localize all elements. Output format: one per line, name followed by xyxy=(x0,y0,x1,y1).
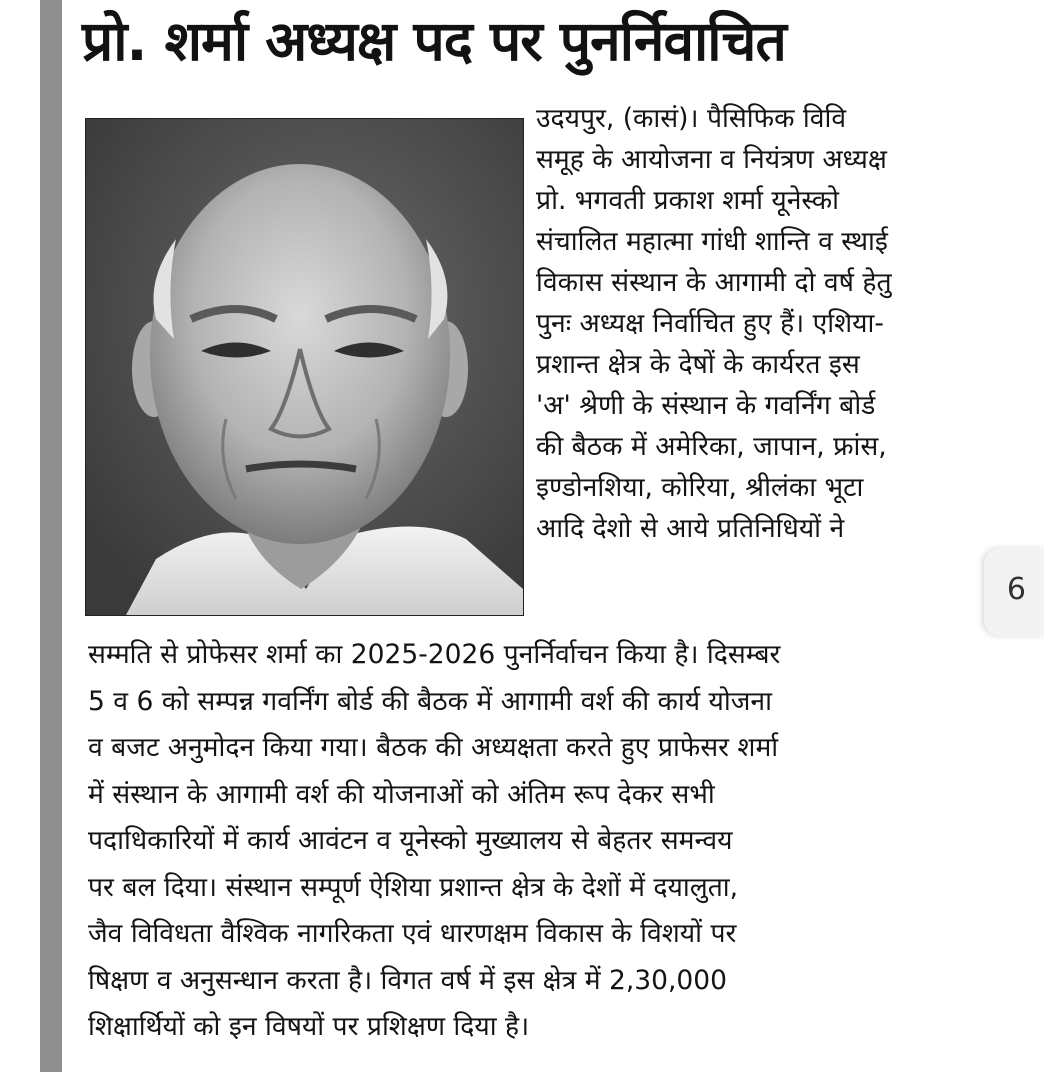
column-line: संचालित महात्मा गांधी शान्ति व स्थाई xyxy=(536,226,888,257)
headline: प्रो. शर्मा अध्यक्ष पद पर पुनर्निवाचित xyxy=(82,9,786,73)
body-line: पर बल दिया। संस्थान सम्पूर्ण ऐशिया प्रशान्त क्षेत्र के देशों में दयालुता, xyxy=(88,871,739,903)
column-line: उदयपुर, (कासं)। पैसिफिक विवि xyxy=(536,103,847,134)
left-margin-rule xyxy=(40,0,62,1072)
portrait-image xyxy=(86,119,523,615)
column-line: की बैठक में अमेरिका, जापान, फ्रांस, xyxy=(536,431,887,462)
body-line: जैव विविधता वैश्विक नागरिकता एवं धारणक्षम विकास के विशयों पर xyxy=(88,918,737,949)
article-body xyxy=(88,632,1018,1051)
body-line: व बजट अनुमोदन किया गया। बैठक की अध्यक्षता करते हुए प्राफेसर शर्मा xyxy=(88,732,779,763)
column-line: प्रो. भगवती प्रकाश शर्मा यूनेस्को xyxy=(536,185,839,216)
column-line: आदि देशो से आये प्रतिनिधियों ने xyxy=(536,513,845,544)
intro-column xyxy=(536,98,1006,549)
column-line: विकास संस्थान के आगामी दो वर्ष हेतु xyxy=(536,267,892,298)
body-line: पदाधिकारियों में कार्य आवंटन व यूनेस्को मुख्यालय से बेहतर समन्वय xyxy=(88,825,733,856)
column-line: समूह के आयोजना व नियंत्रण अध्यक्ष xyxy=(536,144,887,175)
column-line: पुनः अध्यक्ष निर्वाचित हुए हैं। एशिया- xyxy=(536,308,884,339)
body-line: 5 व 6 को सम्पन्न गवर्निंग बोर्ड की बैठक में आगामी वर्श की कार्य योजना xyxy=(88,685,772,717)
body-line: सम्मति से प्रोफेसर शर्मा का 2025-2026 पुनर्निर्वाचन किया है। दिसम्बर xyxy=(88,639,781,670)
portrait-photo xyxy=(85,118,524,616)
body-line: में संस्थान के आगामी वर्श की योजनाओं को अंतिम रूप देकर सभी xyxy=(88,778,715,810)
body-line: शिक्षार्थियों को इन विषयों पर प्रशिक्षण दिया है। xyxy=(88,1011,530,1042)
column-line: प्रशान्त क्षेत्र के देषों के कार्यरत इस xyxy=(536,349,860,380)
column-line: 'अ' श्रेणी के संस्थान के गवर्निंग बोर्ड xyxy=(536,390,876,421)
column-line: इण्डोनशिया, कोरिया, श्रीलंका भूटा xyxy=(536,472,864,503)
body-line: षिक्षण व अनुसन्धान करता है। विगत वर्ष में इस क्षेत्र में 2,30,000 xyxy=(88,964,728,996)
page-number[interactable]: 6 xyxy=(1006,572,1026,607)
